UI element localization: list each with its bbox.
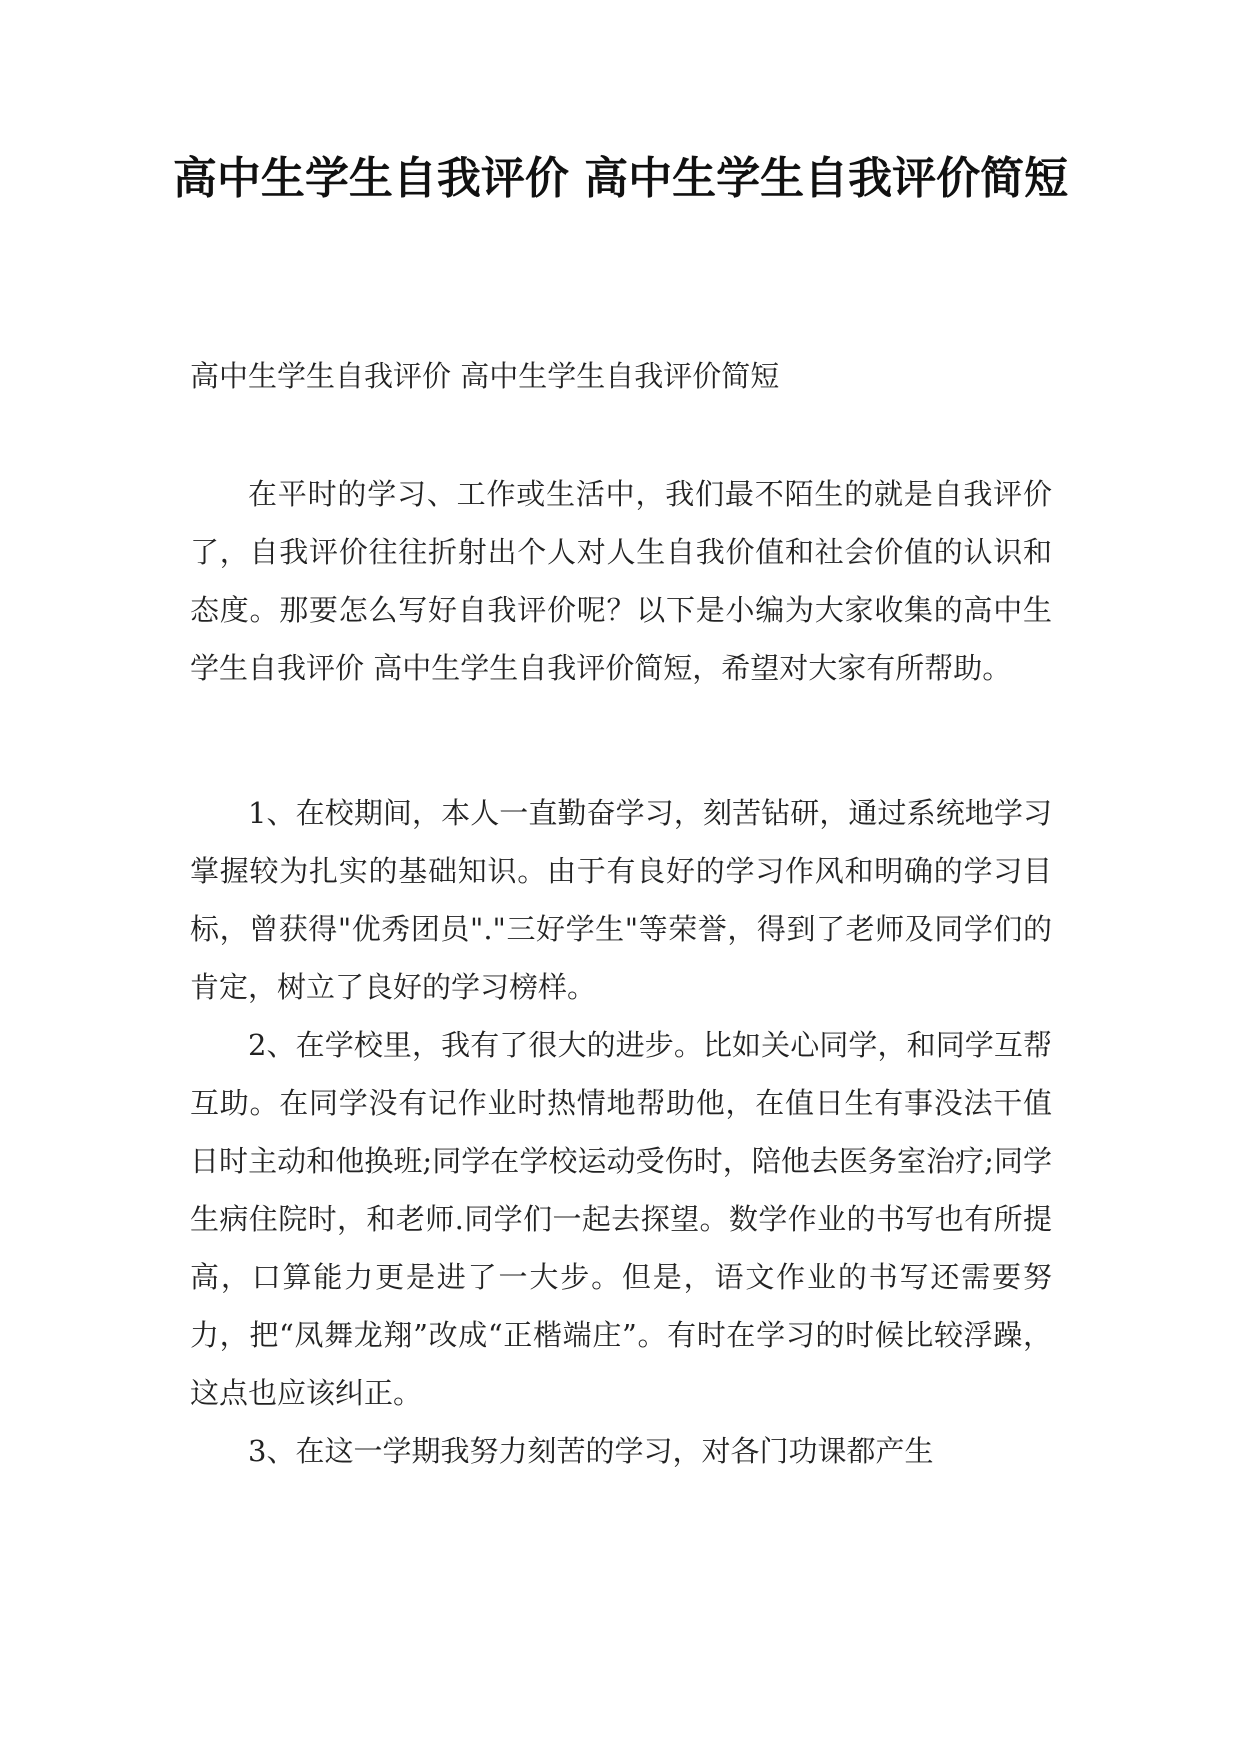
intro-paragraph: 在平时的学习、工作或生活中，我们最不陌生的就是自我评价了，自我评价往往折射出个人对人生自我价值和社会价值的认识和态度。那要怎么写好自我评价呢？以下是小编为大家收集的高中生学生自我评价 高中生学生自我评价简短，希望对大家有所帮助。 xyxy=(190,477,1052,685)
intro-section xyxy=(190,465,1052,697)
evaluation-points xyxy=(190,784,1052,1480)
paragraph-point-2: 2、在学校里，我有了很大的进步。比如关心同学，和同学互帮互助。在同学没有记作业时热情地帮助他，在值日生有事没法干值日时主动和他换班;同学在学校运动受伤时，陪他去医务室治疗;同学生病住院时，和老师.同学们一起去探望。数学作业的书写也有所提高，口算能力更是进了一大步。但是，语文作业的书写还需要努力，把“凤舞龙翔”改成“正楷端庄”。有时在学习的时候比较浮躁，这点也应该纠正。 xyxy=(190,1028,1052,1410)
paragraph-point-1: 1、在校期间，本人一直勤奋学习，刻苦钻研，通过系统地学习掌握较为扎实的基础知识。由于有良好的学习作风和明确的学习目标，曾获得"优秀团员"."三好学生"等荣誉，得到了老师及同学们的肯定，树立了良好的学习榜样。 xyxy=(190,796,1052,1004)
paragraph-point-3: 3、在这一学期我努力刻苦的学习，对各门功课都产生 xyxy=(248,1434,934,1468)
document-subtitle: 高中生学生自我评价 高中生学生自我评价简短 xyxy=(190,359,780,393)
document-title: 高中生学生自我评价 高中生学生自我评价简短 xyxy=(172,153,1069,204)
